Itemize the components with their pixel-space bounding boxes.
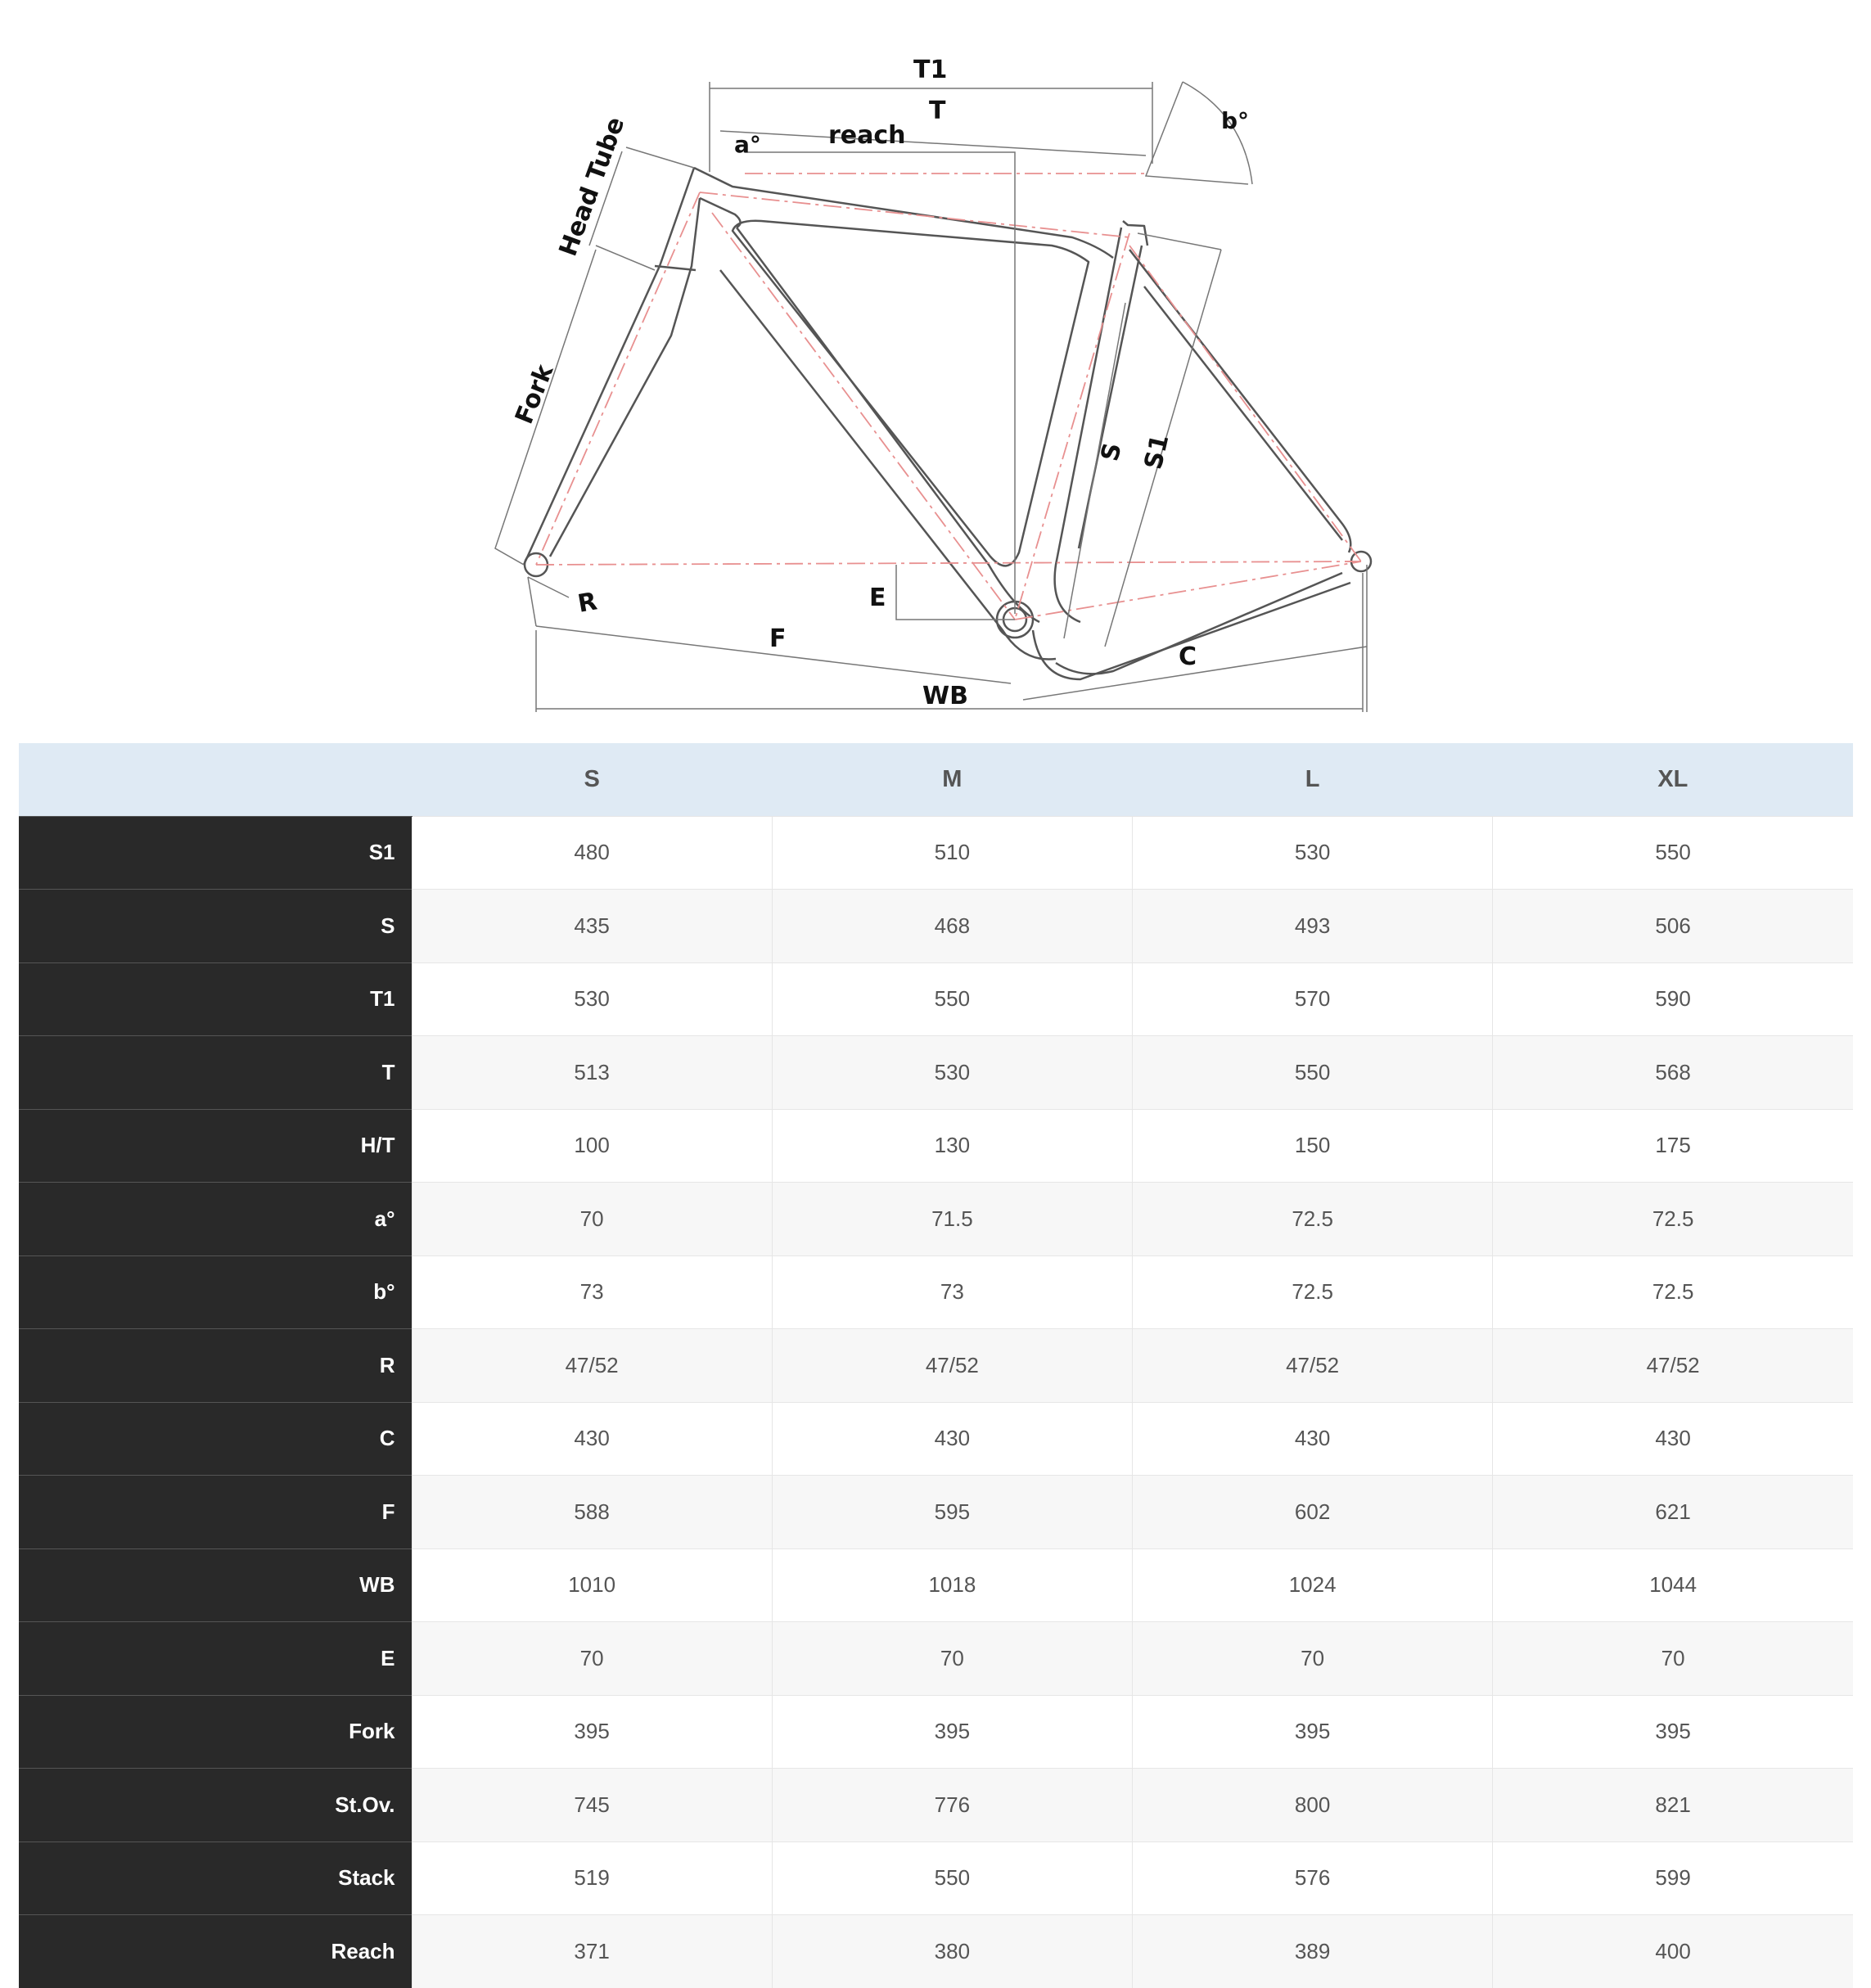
table-cell: 550 [1133,1036,1493,1110]
table-cell: 621 [1493,1476,1853,1549]
table-cell: 430 [1493,1402,1853,1476]
row-label: b° [19,1255,412,1329]
row-label: S [19,890,412,963]
header-cell: M [772,743,1132,816]
row-label: S1 [19,816,412,890]
header-cell: XL [1493,743,1853,816]
table-cell: 590 [1493,962,1853,1036]
top-tube [694,168,1113,258]
table-cell: 47/52 [1493,1329,1853,1403]
table-cell: 519 [412,1841,772,1915]
table-cell: 530 [412,962,772,1036]
table-cell: 395 [1133,1695,1493,1769]
table-cell: 480 [412,816,772,890]
row-label: Stack [19,1841,412,1915]
table-cell: 599 [1493,1841,1853,1915]
table-cell: 430 [772,1402,1132,1476]
label-fork: Fork [509,360,560,428]
centerline-chain [1015,561,1361,620]
table-row [19,1841,1853,1915]
header-cell [19,743,412,816]
table-cell: 395 [412,1695,772,1769]
row-label: St.Ov. [19,1769,412,1842]
table-row [19,1915,1853,1988]
table-cell: 175 [1493,1109,1853,1183]
table-cell: 380 [772,1915,1132,1988]
table-cell: 595 [772,1476,1132,1549]
table-cell: 506 [1493,890,1853,963]
label-s: S [1095,440,1128,464]
centerline-seat [1015,233,1129,620]
row-label: H/T [19,1109,412,1183]
table-row [19,890,1853,963]
table-cell: 73 [772,1255,1132,1329]
table-cell: 70 [772,1622,1132,1696]
table-cell: 568 [1493,1036,1853,1110]
table-row [19,1329,1853,1403]
row-label: T1 [19,962,412,1036]
header-cell: S [412,743,772,816]
table-cell: 395 [772,1695,1132,1769]
table-row [19,1476,1853,1549]
table-cell: 1044 [1493,1548,1853,1622]
table-cell: 430 [1133,1402,1493,1476]
table-cell: 602 [1133,1476,1493,1549]
table-row [19,1548,1853,1622]
table-cell: 745 [412,1769,772,1842]
label-t: T [929,97,946,125]
label-wb: WB [922,682,968,710]
table-cell: 371 [412,1915,772,1988]
dim-e [896,565,1015,620]
table-cell: 150 [1133,1109,1493,1183]
table-cell: 800 [1133,1769,1493,1842]
table-cell: 389 [1133,1915,1493,1988]
table-row [19,1183,1853,1256]
table-cell: 550 [1493,816,1853,890]
table-cell: 72.5 [1493,1183,1853,1256]
table-header-row [19,743,1853,816]
table-row [19,1402,1853,1476]
table-cell: 47/52 [772,1329,1132,1403]
frame-geometry-diagram [0,0,1871,737]
label-reach: reach [828,121,906,150]
row-label: T [19,1036,412,1110]
table-cell: 400 [1493,1915,1853,1988]
fork-blade [524,168,694,565]
table-row [19,1255,1853,1329]
table-cell: 468 [772,890,1132,963]
table-cell: 395 [1493,1695,1853,1769]
table-cell: 70 [1493,1622,1853,1696]
dim-r [528,577,569,626]
row-label: F [19,1476,412,1549]
row-label: a° [19,1183,412,1256]
table-cell: 47/52 [1133,1329,1493,1403]
table-cell: 72.5 [1133,1255,1493,1329]
table-cell: 130 [772,1109,1132,1183]
geometry-table [19,743,1853,1988]
label-e: E [869,584,886,612]
table-row [19,962,1853,1036]
header-cell: L [1133,743,1493,816]
table-cell: 70 [412,1622,772,1696]
label-r: R [575,587,600,619]
row-label: Reach [19,1915,412,1988]
table-cell: 570 [1133,962,1493,1036]
table-cell: 430 [412,1402,772,1476]
table-row [19,1109,1853,1183]
table-cell: 776 [772,1769,1132,1842]
table-cell: 47/52 [412,1329,772,1403]
table-cell: 530 [772,1036,1132,1110]
label-f: F [769,624,787,653]
row-label: C [19,1402,412,1476]
table-cell: 510 [772,816,1132,890]
table-cell: 72.5 [1133,1183,1493,1256]
label-head-tube: Head Tube [553,113,631,260]
table-cell: 100 [412,1109,772,1183]
seat-stay-inner [1144,286,1342,540]
table-cell: 1010 [412,1548,772,1622]
table-cell: 588 [412,1476,772,1549]
table-row [19,1036,1853,1110]
table-cell: 71.5 [772,1183,1132,1256]
table-cell: 550 [772,1841,1132,1915]
table-cell: 435 [412,890,772,963]
label-s1: S1 [1138,431,1175,472]
label-b: b° [1221,107,1250,134]
row-label: Fork [19,1695,412,1769]
table-cell: 73 [412,1255,772,1329]
table-cell: 1024 [1133,1548,1493,1622]
row-label: R [19,1329,412,1403]
table-cell: 1018 [772,1548,1132,1622]
table-cell: 550 [772,962,1132,1036]
down-tube-lower [720,270,1056,660]
fork-crown [655,266,696,270]
row-label: WB [19,1548,412,1622]
centerline-down [712,213,1015,620]
label-c: C [1179,642,1197,671]
table-cell: 493 [1133,890,1493,963]
table-cell: 821 [1493,1769,1853,1842]
table-cell: 70 [1133,1622,1493,1696]
table-cell: 530 [1133,816,1493,890]
table-row [19,816,1853,890]
row-label: E [19,1622,412,1696]
dim-t1 [710,82,1152,172]
label-a: a° [734,131,761,158]
label-t1: T1 [913,56,948,84]
table-row [19,1622,1853,1696]
table-cell: 72.5 [1493,1255,1853,1329]
table-cell: 576 [1133,1841,1493,1915]
table-row [19,1769,1853,1842]
table-cell: 513 [412,1036,772,1110]
table-row [19,1695,1853,1769]
table-cell: 70 [412,1183,772,1256]
